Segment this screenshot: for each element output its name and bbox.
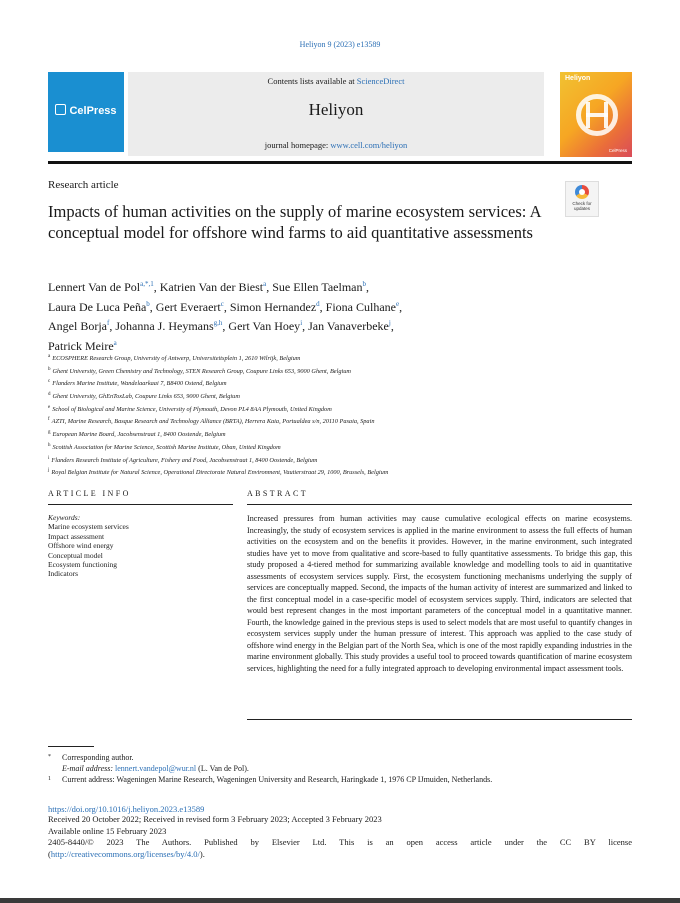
affiliation-text: European Marine Board, Jacobsenstraat 1, 8400 Oostende, Belgium	[52, 431, 226, 439]
journal-cover-image	[560, 72, 632, 157]
affiliation-item	[48, 390, 638, 403]
affiliation-key: a	[48, 354, 51, 359]
author-affiliation-marker[interactable]: b	[146, 299, 150, 308]
cover-publisher: CelPress	[608, 148, 627, 153]
article-title: Impacts of human activities on the supply of marine ecosystem services: A conceptual model for offshore wind farms to aid quantitative assessments	[48, 202, 541, 242]
author-affiliation-marker[interactable]: a,*,1	[140, 280, 154, 288]
affiliation-key: e	[48, 404, 51, 410]
footnotes	[48, 752, 638, 786]
author-affiliation-marker[interactable]: j	[388, 319, 391, 328]
author-affiliation-marker[interactable]: a	[263, 280, 267, 288]
affiliation-key: h	[48, 442, 51, 448]
affiliation-item	[48, 415, 638, 428]
author-affiliation-marker[interactable]: e	[396, 299, 400, 308]
author-affiliation-marker[interactable]: g,h	[213, 319, 223, 328]
journal-citation[interactable]: Heliyon 9 (2023) e13589	[299, 40, 381, 49]
journal-masthead	[128, 72, 544, 156]
contents-prefix: Contents lists available at	[267, 76, 355, 86]
abstract-bottom-divider	[247, 719, 632, 720]
author-list: Lennert Van de Pol$^{a,*,1}$, Katrien Van der Biest$^a$, Sue Ellen Taelman$^b$, Laura De Luca Peña$^b$, Gert Everaert$^c$, Simon Hernandez$^d$, Fiona Culhane$^e$, Angel Borja$^f$, Johanna J. Heymans$^{g,h}$, Gert Van Hoey$^i$, Jan Vanaverbeke$^j$, Patrick Meire$^a$	[48, 280, 403, 354]
affiliation-key: f	[48, 417, 50, 423]
received-dates: Received 20 October 2022; Received in revised form 3 February 2023; Accepted 3 February 2023	[48, 814, 382, 824]
keyword-item: Offshore wind energy	[48, 541, 114, 551]
keywords-block	[48, 513, 129, 579]
author-affiliation-marker[interactable]: i	[300, 319, 303, 328]
affiliation-key: b	[48, 366, 51, 372]
sciencedirect-link[interactable]: ScienceDirect	[356, 76, 405, 86]
author-affiliation-marker[interactable]: f	[107, 319, 110, 328]
affiliation-item	[48, 377, 638, 390]
affiliation-item	[48, 454, 638, 467]
keyword-item: Impact assessment	[48, 531, 105, 541]
author-name: Simon Hernandez	[229, 299, 317, 314]
license-url-line: (http://creativecommons.org/licenses/by/4.0/).	[48, 848, 205, 859]
footnote-current-address: 1 Current address: Wageningen Marine Research, Wageningen University and Research, Haringkade 1, 1976 CP IJmuiden, Netherlands.	[48, 775, 493, 785]
license-line: 2405-8440/© 2023 The Authors. Published by Elsevier Ltd. This is an open access article under the CC BY license	[48, 837, 632, 847]
affiliation-item	[48, 466, 638, 479]
author-name: Fiona Culhane	[325, 299, 396, 314]
contents-line	[128, 76, 544, 86]
keyword-item: Conceptual model	[48, 550, 103, 560]
affiliation-text: ECOSPHERE Research Group, University of Antwerp, Universiteitsplein 1, 2610 Wilrijk, Belgium	[52, 355, 301, 363]
author-name: Lennert Van de Pol	[48, 280, 141, 294]
homepage-line	[128, 140, 544, 150]
email-link[interactable]: lennert.vandepol@wur.nl	[115, 764, 197, 774]
author-name: Angel Borja	[48, 319, 107, 334]
author-affiliation-marker[interactable]: a	[113, 339, 117, 348]
keyword-item: Indicators	[48, 569, 78, 579]
author-affiliation-marker[interactable]: d	[316, 299, 320, 308]
author-name: Johanna J. Heymans	[115, 319, 214, 334]
online-date: Available online 15 February 2023	[48, 825, 167, 836]
affiliation-item	[48, 441, 638, 454]
affiliation-key: c	[48, 379, 51, 385]
author-affiliation-marker[interactable]: b	[362, 280, 366, 288]
keyword-list	[48, 522, 129, 578]
cellpress-mark-icon	[55, 104, 66, 115]
check-for-updates-badge[interactable]	[565, 181, 599, 217]
page-bottom-bar	[0, 898, 680, 903]
affiliation-text: Ghent University, Green Chemistry and Technology, STEN Research Group, Coupure Links 653, 9000 Ghent, Belgium	[52, 367, 351, 375]
cellpress-logo-text: CelPress	[69, 105, 117, 117]
article-history	[48, 814, 632, 860]
homepage-link[interactable]: www.cell.com/heliyon	[330, 140, 408, 150]
homepage-prefix: journal homepage:	[264, 140, 329, 150]
article-info-divider	[48, 504, 233, 505]
footnote-email: E-mail address: lennert.vandepol@wur.nl (L. Van de Pol).	[62, 764, 249, 774]
keyword-item: Marine ecosystem services	[48, 522, 129, 532]
keyword-item: Ecosystem functioning	[48, 560, 117, 570]
abstract-heading: ABSTRACT	[247, 489, 308, 498]
license-link[interactable]: http://creativecommons.org/licenses/by/4.0/	[50, 848, 200, 859]
affiliation-key: i	[48, 455, 50, 461]
affiliation-text: School of Biological and Marine Science, University of Plymouth, Devon PL4 8AA Plymouth, United Kingdom	[52, 405, 332, 413]
journal-name: Heliyon	[308, 100, 364, 119]
author-name: Katrien Van der Biest	[159, 280, 264, 294]
author-name: Sue Ellen Taelman	[272, 280, 363, 294]
check-updates-line2: updates	[573, 206, 590, 211]
author-name: Gert Everaert	[155, 299, 221, 314]
affiliation-list	[48, 352, 638, 479]
author-name: Patrick Meire	[48, 339, 114, 354]
affiliation-text: Flanders Research Institute of Agriculture, Fishery and Food, Jacobsenstraat 1, 8400 Oostende, Belgium	[51, 456, 318, 464]
article-info-heading: ARTICLE INFO	[48, 489, 131, 498]
affiliation-text: Ghent University, GhEnToxLab, Coupure Links 653, 9000 Ghent, Belgium	[52, 393, 240, 401]
author-affiliation-marker[interactable]: c	[220, 299, 224, 308]
affiliation-text: Flanders Marine Institute, Wandelaarkaai 7, B8400 Ostend, Belgium	[52, 380, 227, 388]
affiliation-item	[48, 352, 638, 365]
footnote-corresponding: * Corresponding author.	[48, 753, 134, 762]
doi-link[interactable]: https://doi.org/10.1016/j.heliyon.2023.e13589	[48, 804, 205, 814]
affiliation-key: j	[48, 468, 50, 474]
affiliation-item	[48, 365, 638, 378]
abstract-divider	[247, 504, 632, 505]
header-divider	[48, 161, 632, 164]
affiliation-text: Scottish Association for Marine Science, Scottish Marine Institute, Oban, United Kingdom	[52, 443, 281, 451]
keywords-label: Keywords:	[48, 513, 81, 522]
cellpress-logo	[48, 72, 124, 152]
author-name: Gert Van Hoey	[228, 319, 301, 334]
footnote-divider	[48, 746, 94, 747]
affiliation-text: AZTI, Marine Research, Basque Research and Technology Alliance (BRTA), Herrera Kaia, Portualdea s/n, 20110 Pasaia, Spain	[51, 418, 375, 426]
affiliation-key: g	[48, 430, 51, 436]
affiliation-key: d	[48, 392, 51, 398]
affiliation-item	[48, 403, 638, 416]
article-type: Research article	[48, 179, 119, 191]
abstract-text: Increased pressures from human activities may cause cumulative ecological effects on marine ecosystems. Increasingly, the study of ecosystem services is applied in the marine environment to assess the full effects of human activities on the ecosystem and on the benefits it provides. However, in the marine environment, such integrated studies have yet to move from qualitative and score-based to fully quantitative assessments. To bridge this gap, this study proposed a 4-tiered method for summarizing available knowledge and modelling tools to aid in quantitative assessments of ecosystem services supply. First, the ecosystem functioning mechanisms underlying the supply of services are conceptually mapped. Second, the impacts of the human activity of interest are summarized and linked to the first conceptual model in a case-specific model of ecosystem services supply. Third, indicators are selected that would best represent changes in the most important parameters of the conceptual model in a quantitative manner. Fourth, the knowledge gained in the previous steps is used to select models that are most useful to quantify changes in ecosystem services supply under the human pressure of interest. This approach was applied to the case study of offshore wind energy in the Belgian part of the North Sea, which is one of the most rapidly expanding industries in the marine environment globally. This study provides a useful tool to proceed towards quantification of marine ecosystem services, highlighting the need for a fully integrated approach to developing environmental impact assessment tools.	[247, 514, 632, 673]
affiliation-text: Royal Belgian Institute for Natural Science, Operational Directorate Natural Environment, Vautierstraat 29, 1000, Brussels, Belgium	[51, 469, 389, 477]
author-name: Jan Vanaverbeke	[308, 319, 389, 334]
cover-title: Heliyon	[565, 75, 591, 82]
affiliation-item	[48, 428, 638, 441]
author-name: Laura De Luca Peña	[48, 299, 147, 314]
check-updates-line1: Check for	[572, 201, 592, 206]
